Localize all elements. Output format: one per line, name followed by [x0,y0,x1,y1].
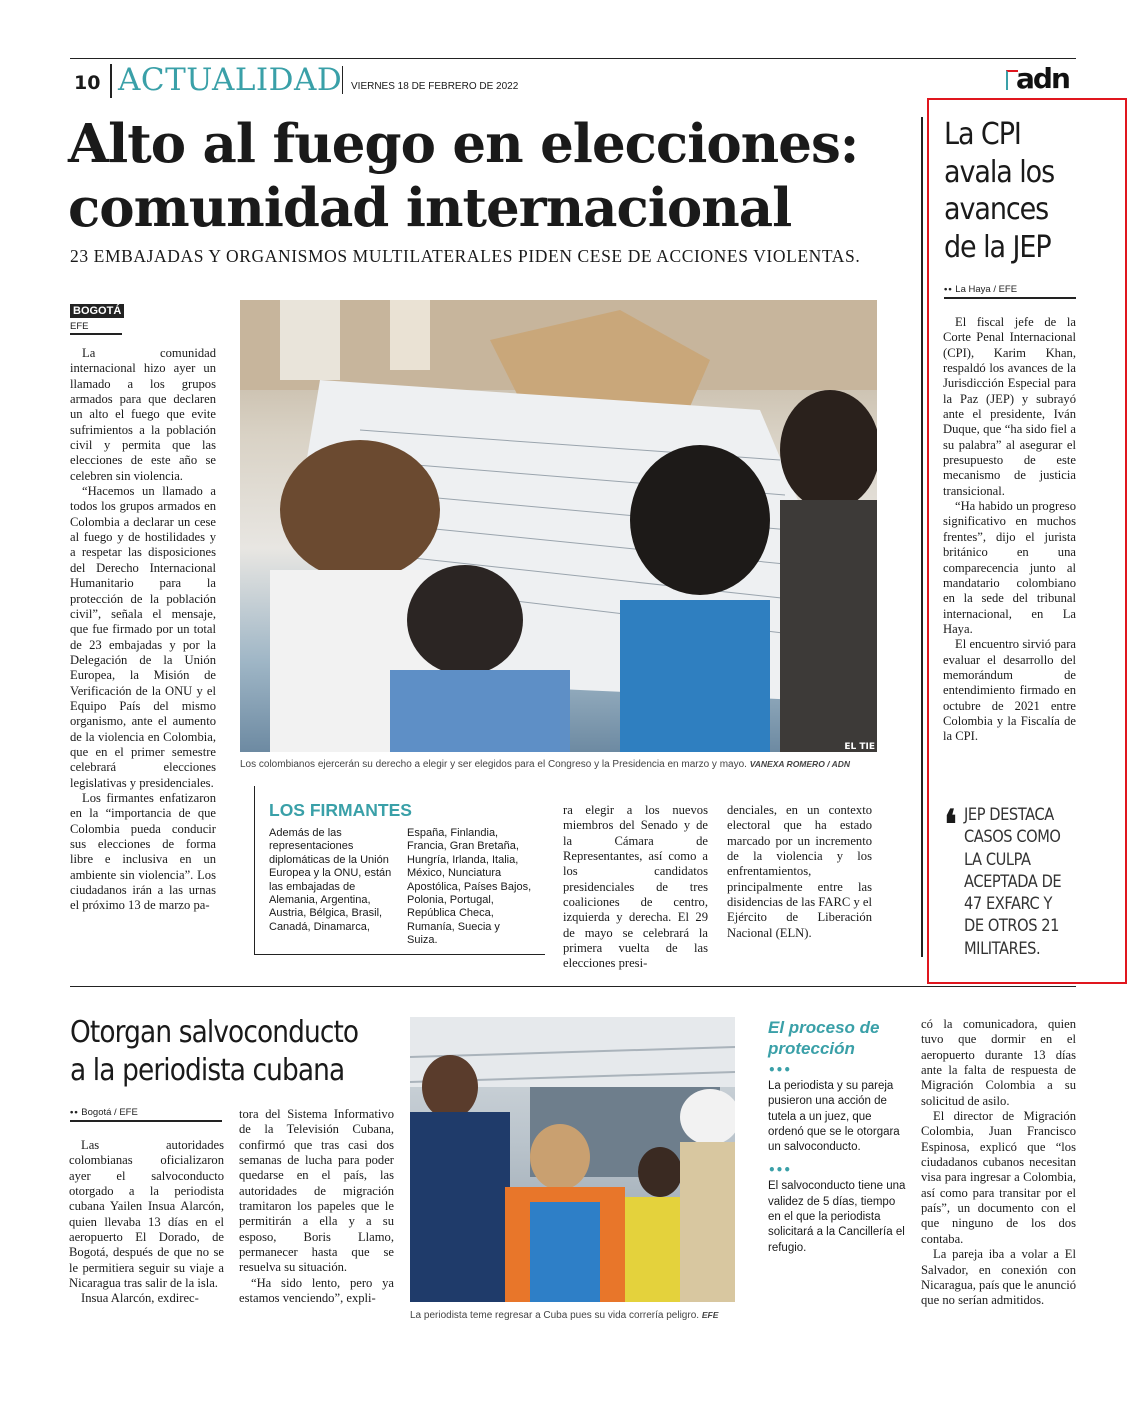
quote-line: 47 EXFARC Y [964,894,1053,915]
quote-line: ACEPTADA DE [964,871,1062,892]
byline-dots-icon: •• [70,1107,79,1118]
page-number: 10 [74,72,101,94]
second-article-column-2 [239,1107,394,1306]
quote-line: MILITARES. [964,938,1041,959]
process-title [768,1017,908,1059]
main-paragraph: ra elegir a los nuevos miembros del Senado y de la Cámara de Representantes, así como a los candidatos presidenciales de tres coaliciones de centro, izquierda y derecha. El 29 de mayo se celebrará la primera vuelta de las elecciones presi- [563,803,708,971]
page-header [70,58,1076,98]
headline-line-1: Alto al fuego en elecciones: [68,113,859,175]
sidebar-headline-line: avala los [944,154,1055,190]
quote-text [964,804,1061,960]
process-box [768,1017,908,1256]
quote-mark-icon: ❛ [944,801,957,848]
dateline-block [70,301,122,335]
main-paragraph: La comunidad internacional hizo ayer un llamado a los grupos armados para que declaren un alto el fuego que evite sufrimientos a la población civil y permita que las elecciones de este año se celebren sin violencia. [70,346,216,483]
process-dots-icon: ••• [768,1063,792,1077]
firmantes-col-2: España, Finlandia, Francia, Gran Bretaña, Hungría, Irlanda, Italia, México, Nunciatura Apostólica, Países Bajos, Polonia, Portugal, República Checa, Rumanía, Suecia y Suiza. [407,827,532,947]
process-title-line-2: protección [768,1039,855,1058]
dateline-agency: EFE [70,321,89,332]
second-photo-caption [410,1310,718,1321]
sidebar-headline-line: La CPI [944,117,1021,152]
sidebar-byline-text: La Haya / EFE [955,284,1018,295]
header-divider [110,64,112,98]
photo-watermark: EL TIE [844,742,875,752]
main-paragraph: Los firmantes enfatizaron en la “importancia de que Colombia pueda conducir sus elecciones de forma libre e inclusiva en un ambiente sin violencia”. Los ciudadanos irán a las urnas el próximo 13 de marzo pa- [70,790,216,913]
adn-logo [1006,64,1076,96]
header-rule [70,58,1076,59]
sidebar-byline [944,284,1076,299]
main-paragraph: “Hacemos un llamado a todos los grupos armados en Colombia a declarar un cese al fuego y de hostilidades y a respetar las disposiciones del Derecho Internacional Humanitario para la protección de la población civil”, señala el mensaje, que fue firmado por un total de 23 embajadas y por la Delegación de la Unión Europea, la Misión de Verificación de la ONU y el Equipo País del mismo organismo, ante el aumento de la violencia en Colombia, que en el primer semestre celebrará elecciones legislativas y presidenciales. [70,484,216,790]
second-paragraph: “Ha sido lento, pero ya estamos venciendo”, expli- [239,1275,394,1306]
sidebar-paragraph: El fiscal jefe de la Corte Penal Internacional (CPI), Karim Khan, respaldó los avances de la Jurisdicción Especial para la Paz (JEP) y subrayó ante el presidente, Iván Duque, que “ha sido fiel a su palabra” al asegurar el presupuesto de este mecanismo de justicia transicional. [943,315,1076,498]
second-paragraph: Las autoridades colombianas oficializaron ayer el salvoconducto otorgado a la periodista cubana Yailen Insua Alarcón, quien llevaba 13 días en el aeropuerto El Dorado, de Bogotá, después de que no se le permitiera seguir su viaje a Nicaragua tras salir de la isla. [69,1138,224,1291]
main-headline [68,112,918,240]
caption-text: Los colombianos ejercerán su derecho a elegir y ser elegidos para el Congreso y la Presidencia en marzo y mayo. [240,759,747,770]
second-headline-line-1: Otorgan salvoconducto [70,1015,359,1050]
dateline-rule [70,333,122,335]
second-byline-text: Bogotá / EFE [81,1107,138,1118]
second-byline [70,1107,222,1122]
section-title: ACTUALIDAD [118,62,343,98]
issue-date: VIERNES 18 DE FEBRERO DE 2022 [351,81,519,92]
second-paragraph: có la comunicadora, quien tuvo que dormir en el aeropuerto durante 13 días ante la falta de respuesta de Migración Colombia a su solicitud de asilo. [921,1017,1076,1108]
second-headline [70,1014,360,1090]
headline-line-2: comunidad internacional [68,177,792,239]
second-paragraph: Insua Alarcón, exdirec- [81,1291,199,1306]
dateline-city: BOGOTÁ [70,304,124,318]
second-paragraph: La pareja iba a volar a El Salvador, en conexión con Nicaragua, país que le anunció que no serían admitidos. [921,1247,1076,1308]
main-article-column-4 [727,803,872,941]
main-paragraph: denciales, en un contexto electoral que ha estado marcado por un incremento de la violencia y los enfrentamientos, principalmente entre las disidencias de las FARC y el Ejército de Liberación Nacional (ELN). [727,803,872,940]
section-divider [70,986,1076,987]
main-article-column-3 [563,803,708,972]
photo-credit: EFE [701,1310,719,1320]
sidebar-body [943,315,1076,745]
second-article-column-4 [921,1017,1076,1309]
second-paragraph: El director de Migración Colombia, Juan Francisco Espinosa, explicó que “los ciudadanos cubanos necesitan visa para ingresar a Colombia, así como para transitar por el país”, un documento con el que ninguno de los dos contaba. [921,1109,1076,1246]
logo-text: adn [1016,62,1069,95]
quote-line: CASOS COMO [964,827,1061,848]
second-photo [410,1017,735,1302]
firmantes-box [254,786,545,955]
sidebar-vertical-rule [921,117,923,957]
quote-line: JEP DESTACA [964,805,1054,825]
second-article-column-1 [69,1138,224,1307]
second-photo-illustration [410,1017,735,1302]
main-article-column-1 [70,346,216,914]
sidebar-headline-line: avances [944,192,1049,227]
quote-line: LA CULPA [964,849,1031,870]
quote-line: DE OTROS 21 [964,916,1060,937]
second-paragraph: tora del Sistema Informativo de la Televisión Cubana, confirmó que tras casi dos semanas de lucha para poder quedarse en el país, las autoridades de migración tramitaron los papeles que le permitirán a ella y a su esposo, Boris Llamo, permanecer hasta que se resuelva su situación. [239,1107,394,1275]
sidebar-headline-line: de la JEP [944,229,1051,265]
header-divider-2 [342,66,343,94]
second-headline-line-2: a la periodista cubana [70,1053,345,1088]
main-photo [240,300,877,752]
main-photo-illustration [240,300,877,752]
photo-credit: VANEXA ROMERO / ADN [749,759,850,769]
process-dots-icon: ••• [768,1163,792,1178]
sidebar-paragraph: “Ha habido un progreso significativo en muchos frentes”, dijo el jurista británico en una comparecencia junto al mandatario colombiano en la sede del tribunal internacional, en La Haya. [943,499,1076,636]
firmantes-col-1: Además de las representaciones diplomáticas de la Unión Europea y la ONU, están las embajadas de Alemania, Argentina, Austria, Bélgica, Brasil, Canadá, Dinamarca, [269,827,392,933]
process-title-line-1: El proceso de [768,1018,880,1037]
sidebar-paragraph: El encuentro sirvió para evaluar el desarrollo del memorándum de entendimiento firmado en octubre de 2021 entre Colombia y la Fiscalía de la CPI. [943,637,1076,744]
firmantes-title: LOS FIRMANTES [269,800,412,820]
main-subhead: 23 EMBAJADAS Y ORGANISMOS MULTILATERALES PIDEN CESE DE ACCIONES VIOLENTAS. [70,246,861,266]
process-item-2: El salvoconducto tiene una validez de 5 días, tiempo en el que la periodista solicitará a la Cancillería el refugio. [768,1180,906,1254]
byline-dots-icon: •• [944,284,953,295]
main-photo-caption [240,759,850,770]
sidebar-headline [944,116,1097,266]
caption-text: La periodista teme regresar a Cuba pues su vida correría peligro. [410,1310,700,1321]
process-item-1: La periodista y su pareja pusieron una acción de tutela a un juez, que ordenó que se le otorgara un salvoconducto. [768,1080,900,1154]
